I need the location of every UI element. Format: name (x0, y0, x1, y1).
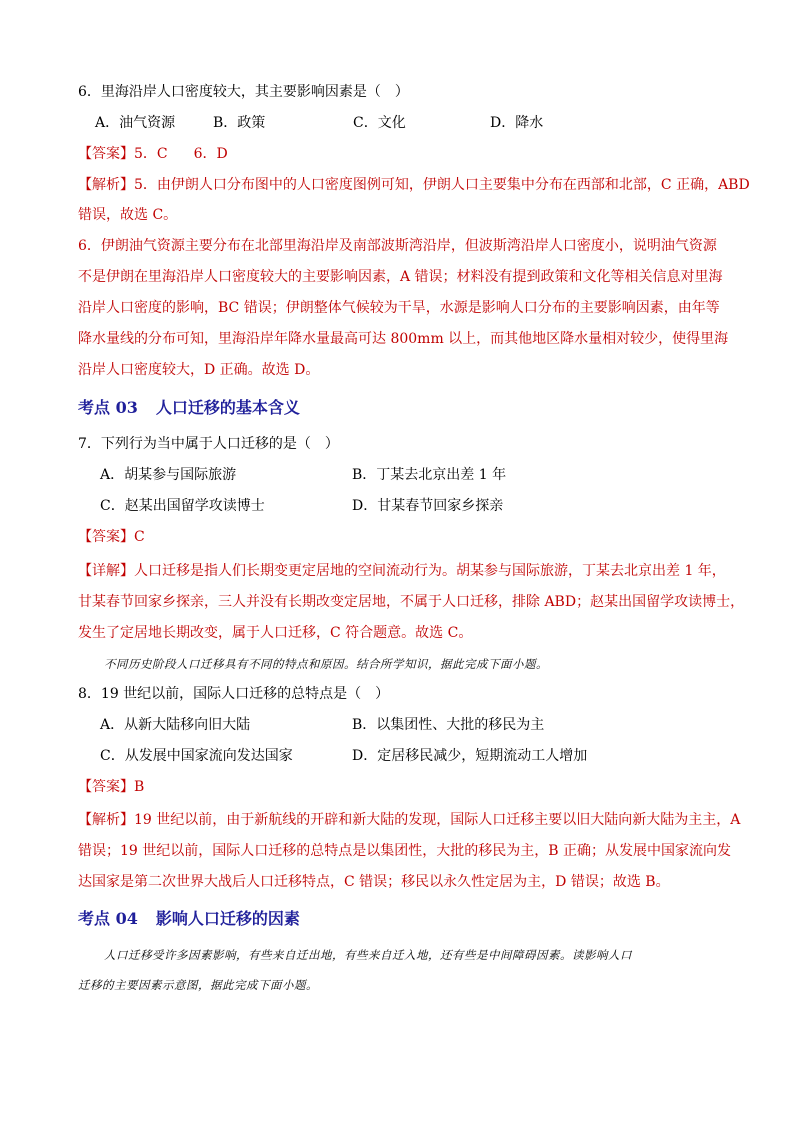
question-7-option-b: B．丁某去北京出差 1 年 (352, 467, 507, 483)
question-8-option-a: A．从新大陆移向旧大陆 (100, 717, 251, 733)
analysis-text: 5．由伊朗人口分布图中的人口密度图例可知，伊朗人口主要集中分布在西部和北部，C 正确，ABD (134, 177, 750, 193)
answer-8 (78, 777, 718, 797)
analysis-5-6-line-2: 错误，故选 C。 (78, 207, 178, 223)
analysis-8-line-1 (78, 810, 741, 830)
question-6-option-d: D．降水 (490, 115, 544, 131)
question-8-option-d: D．定居移民减少，短期流动工人增加 (352, 748, 588, 764)
section-number: 考点 04 (78, 909, 138, 928)
analysis-5-6-line-7: 沿岸人口密度较大，D 正确。故选 D。 (78, 362, 320, 378)
question-8-option-b: B．以集团性、大批的移民为主 (352, 717, 545, 733)
question-9-intro-line-2: 迁移的主要因素示意图，据此完成下面小题。 (78, 978, 318, 992)
analysis-5-6-line-5: 沿岸人口密度的影响，BC 错误；伊朗整体气候较为干旱，水源是影响人口分布的主要影响因素，由年等 (78, 300, 720, 316)
analysis-text: 19 世纪以前，由于新航线的开辟和新大陆的发现，国际人口迁移主要以旧大陆向新大陆为主主，A (134, 812, 741, 828)
analysis-5-6-line-3: 6．伊朗油气资源主要分布在北部里海沿岸及南部波斯湾沿岸，但波斯湾沿岸人口密度小，说明油气资源 (78, 238, 717, 254)
analysis-8-line-3: 达国家是第二次世界大战后人口迁移特点，C 错误；移民以永久性定居为主，D 错误；故选 B。 (78, 874, 670, 890)
analysis-5-6-line-1 (78, 175, 750, 195)
question-7-stem: 7．下列行为当中属于人口迁移的是（ ） (78, 436, 339, 452)
detail-label: 【详解】 (78, 563, 134, 579)
answer-6-value: 6．D (193, 146, 228, 162)
question-7-option-a: A．胡某参与国际旅游 (100, 467, 237, 483)
section-title: 影响人口迁移的因素 (155, 909, 300, 928)
section-heading-03 (78, 398, 718, 418)
question-7-option-c: C．赵某出国留学攻读博士 (100, 498, 265, 514)
answer-7-value: C (134, 529, 145, 545)
answer-7 (78, 527, 718, 547)
question-6-stem: 6．里海沿岸人口密度较大，其主要影响因素是（ ） (78, 84, 409, 100)
detail-7-line-2: 甘某春节回家乡探亲，三人并没有长期改变定居地，不属于人口迁移，排除 ABD；赵某出国留学攻读博士， (78, 594, 745, 610)
question-8-intro: 不同历史阶段人口迁移具有不同的特点和原因。结合所学知识，据此完成下面小题。 (104, 657, 548, 671)
question-8-stem: 8．19 世纪以前，国际人口迁移的总特点是（ ） (78, 686, 390, 702)
answer-5-6 (78, 144, 718, 164)
detail-7-line-1 (78, 561, 726, 581)
analysis-5-6-line-4: 不是伊朗在里海沿岸人口密度较大的主要影响因素，A 错误；材料没有提到政策和文化等相关信息对里海 (78, 269, 723, 285)
question-6-option-b: B．政策 (213, 115, 266, 131)
analysis-8-line-2: 错误；19 世纪以前，国际人口迁移的总特点是以集团性，大批的移民为主，B 正确；从发展中国家流向发 (78, 843, 732, 859)
question-8-option-c: C．从发展中国家流向发达国家 (100, 748, 293, 764)
question-6-option-a: A．油气资源 (95, 115, 176, 131)
answer-label: 【答案】 (78, 529, 134, 545)
analysis-5-6-line-6: 降水量线的分布可知，里海沿岸年降水量最高可达 800mm 以上，而其他地区降水量相对较少，使得里海 (78, 331, 729, 347)
section-heading-04 (78, 909, 718, 929)
detail-7-line-3: 发生了定居地长期改变，属于人口迁移，C 符合题意。故选 C。 (78, 625, 473, 641)
answer-5-value: 5．C (134, 146, 168, 162)
section-title: 人口迁移的基本含义 (155, 398, 300, 417)
question-6-option-c: C．文化 (353, 115, 406, 131)
answer-8-value: B (134, 779, 145, 795)
answer-label: 【答案】 (78, 779, 134, 795)
question-7-option-d: D．甘某春节回家乡探亲 (352, 498, 504, 514)
question-9-intro-line-1: 人口迁移受许多因素影响，有些来自迁出地，有些来自迁入地，还有些是中间障碍因素。读影响人口 (104, 948, 632, 962)
answer-label: 【答案】 (78, 146, 134, 162)
analysis-label: 【解析】 (78, 177, 134, 193)
section-number: 考点 03 (78, 398, 138, 417)
detail-text: 人口迁移是指人们长期变更定居地的空间流动行为。胡某参与国际旅游，丁某去北京出差 1 年， (134, 563, 726, 579)
analysis-label: 【解析】 (78, 812, 134, 828)
